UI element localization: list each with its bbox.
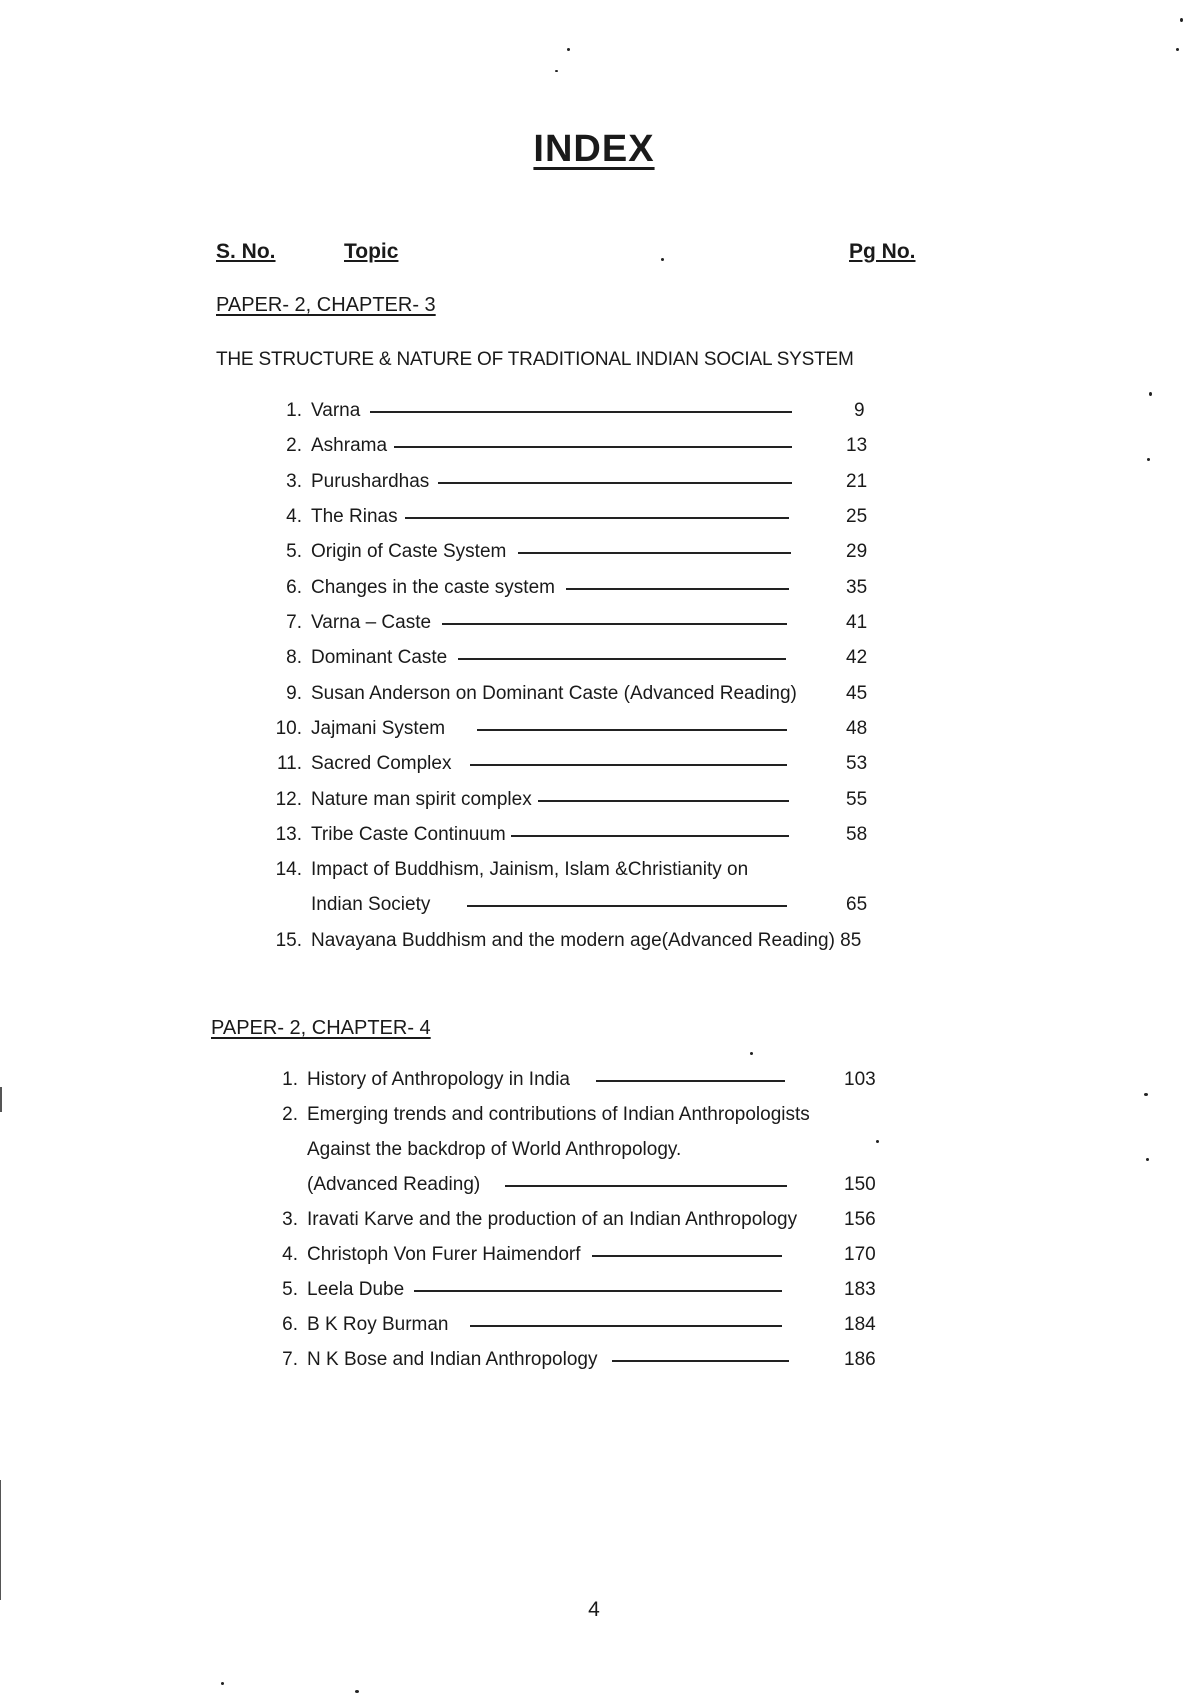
entry-page: 55 [846, 789, 868, 810]
entry-number: 7. [286, 612, 302, 633]
scan-speck [1176, 48, 1179, 51]
entry-number: 2. [282, 1104, 298, 1125]
entry-topic: Nature man spirit complex [311, 789, 532, 810]
entry-page: 45 [846, 683, 868, 704]
chapter4-label: PAPER- 2, CHAPTER- 4 [211, 1017, 431, 1039]
entry-topic: Sacred Complex [311, 753, 452, 774]
scan-speck [661, 258, 664, 261]
entry-number: 11. [276, 753, 302, 774]
scan-edge-mark [0, 1087, 2, 1112]
entry-page: 35 [846, 577, 868, 598]
entry-topic: The Rinas [311, 506, 398, 527]
entry-number: 4. [286, 506, 302, 527]
entry-number: 7. [282, 1349, 298, 1370]
dotted-leader [518, 552, 791, 554]
entry-number: 14. [275, 859, 302, 880]
list-item [0, 1174, 1188, 1204]
entry-topic: Iravati Karve and the production of an Indian Anthropology [307, 1209, 798, 1230]
entry-topic: Against the backdrop of World Anthropology. [307, 1139, 682, 1160]
list-item [0, 1069, 1188, 1099]
dotted-leader [470, 1325, 782, 1327]
scan-speck [1180, 18, 1183, 22]
list-item [0, 930, 1188, 960]
list-item [0, 683, 1188, 713]
chapter3-subtitle: THE STRUCTURE & NATURE OF TRADITIONAL INDIAN SOCIAL SYSTEM [216, 349, 854, 370]
entry-number: 6. [286, 577, 302, 598]
entry-topic: Dominant Caste [311, 647, 448, 668]
entry-number: 3. [282, 1209, 298, 1230]
entry-page: 41 [846, 612, 868, 633]
dotted-leader [470, 764, 787, 766]
dotted-leader [442, 623, 787, 625]
list-item [0, 824, 1188, 854]
scan-speck [750, 1052, 753, 1055]
page-number: 4 [588, 1598, 600, 1621]
dotted-leader [477, 729, 787, 731]
list-item [0, 1139, 1188, 1169]
list-item [0, 1314, 1188, 1344]
dotted-leader [511, 835, 789, 837]
list-item [0, 789, 1188, 819]
entry-page: 21 [846, 471, 868, 492]
column-header-page: Pg No. [849, 240, 916, 263]
entry-page: 58 [846, 824, 868, 845]
list-item [0, 435, 1188, 465]
entry-topic: Impact of Buddhism, Jainism, Islam &Christianity on [311, 859, 749, 880]
scan-speck [555, 70, 558, 72]
entry-number: 5. [286, 541, 302, 562]
list-item [0, 400, 1188, 430]
scan-speck [221, 1682, 224, 1685]
list-item [0, 647, 1188, 677]
column-header-topic: Topic [344, 240, 399, 263]
entry-page: 103 [844, 1069, 876, 1090]
entry-page: 48 [846, 718, 868, 739]
dotted-leader [612, 1360, 789, 1362]
entry-page: 65 [846, 894, 868, 915]
list-item [0, 1279, 1188, 1309]
entry-topic: Changes in the caste system [311, 577, 555, 598]
entry-number: 6. [282, 1314, 298, 1335]
scan-speck [1144, 1093, 1148, 1096]
entry-topic: Ashrama [311, 435, 388, 456]
entry-number: 10. [275, 718, 302, 739]
dotted-leader [458, 658, 786, 660]
entry-topic: B K Roy Burman [307, 1314, 449, 1335]
entry-page: 9 [854, 400, 865, 421]
entry-page: 183 [844, 1279, 876, 1300]
entry-page: 42 [846, 647, 868, 668]
scan-speck [355, 1690, 359, 1693]
dotted-leader [596, 1080, 785, 1082]
scan-speck [567, 48, 570, 51]
entry-number: 1. [282, 1069, 298, 1090]
entry-number: 15. [275, 930, 302, 951]
list-item [0, 718, 1188, 748]
entry-topic: Emerging trends and contributions of Indian Anthropologists [307, 1104, 810, 1125]
entry-topic: Susan Anderson on Dominant Caste (Advanced Reading) [311, 683, 797, 704]
dotted-leader [438, 482, 792, 484]
list-item [0, 753, 1188, 783]
dotted-leader [592, 1255, 782, 1257]
dotted-leader [394, 446, 792, 448]
entry-topic: (Advanced Reading) [307, 1174, 481, 1195]
dotted-leader [414, 1290, 782, 1292]
page-title: INDEX [533, 128, 655, 170]
list-item [0, 577, 1188, 607]
entry-number: 9. [286, 683, 302, 704]
entry-page: 170 [844, 1244, 876, 1265]
entry-topic: Varna – Caste [311, 612, 432, 633]
list-item [0, 859, 1188, 889]
dotted-leader [566, 588, 789, 590]
dotted-leader [405, 517, 789, 519]
entry-topic: Leela Dube [307, 1279, 405, 1300]
entry-page: 156 [844, 1209, 876, 1230]
entry-number: 1. [286, 400, 302, 421]
dotted-leader [538, 800, 789, 802]
entry-topic: Tribe Caste Continuum [311, 824, 506, 845]
entry-topic: Origin of Caste System [311, 541, 507, 562]
dotted-leader [505, 1185, 787, 1187]
entry-topic: Jajmani System [311, 718, 446, 739]
entry-page: 186 [844, 1349, 876, 1370]
entry-page: 13 [846, 435, 868, 456]
list-item [0, 894, 1188, 924]
entry-number: 4. [282, 1244, 298, 1265]
entry-page: 184 [844, 1314, 876, 1335]
entry-page: 150 [844, 1174, 876, 1195]
entry-topic: Christoph Von Furer Haimendorf [307, 1244, 581, 1265]
entry-number: 5. [282, 1279, 298, 1300]
entry-topic: Varna [311, 400, 361, 421]
list-item [0, 471, 1188, 501]
scan-speck [1147, 458, 1150, 461]
list-item [0, 1104, 1188, 1134]
dotted-leader [370, 411, 792, 413]
entry-number: 13. [275, 824, 302, 845]
scan-speck [1146, 1158, 1149, 1161]
entry-topic: History of Anthropology in India [307, 1069, 570, 1090]
list-item [0, 1209, 1188, 1239]
list-item [0, 541, 1188, 571]
entry-page: 53 [846, 753, 868, 774]
chapter3-label: PAPER- 2, CHAPTER- 3 [216, 294, 436, 316]
list-item [0, 506, 1188, 536]
scan-speck [876, 1140, 879, 1143]
entry-topic: N K Bose and Indian Anthropology [307, 1349, 598, 1370]
scan-speck [1149, 392, 1152, 396]
entry-number: 8. [286, 647, 302, 668]
entry-number: 2. [286, 435, 302, 456]
entry-page: 29 [846, 541, 868, 562]
list-item [0, 1244, 1188, 1274]
entry-topic: Navayana Buddhism and the modern age(Advanced Reading) 85 [311, 930, 862, 951]
entry-page: 25 [846, 506, 868, 527]
entry-topic: Indian Society [311, 894, 431, 915]
list-item [0, 612, 1188, 642]
entry-number: 3. [286, 471, 302, 492]
dotted-leader [467, 905, 787, 907]
scan-edge-mark [0, 1480, 1, 1600]
column-header-sno: S. No. [216, 240, 276, 263]
entry-number: 12. [275, 789, 302, 810]
entry-topic: Purushardhas [311, 471, 430, 492]
list-item [0, 1349, 1188, 1379]
